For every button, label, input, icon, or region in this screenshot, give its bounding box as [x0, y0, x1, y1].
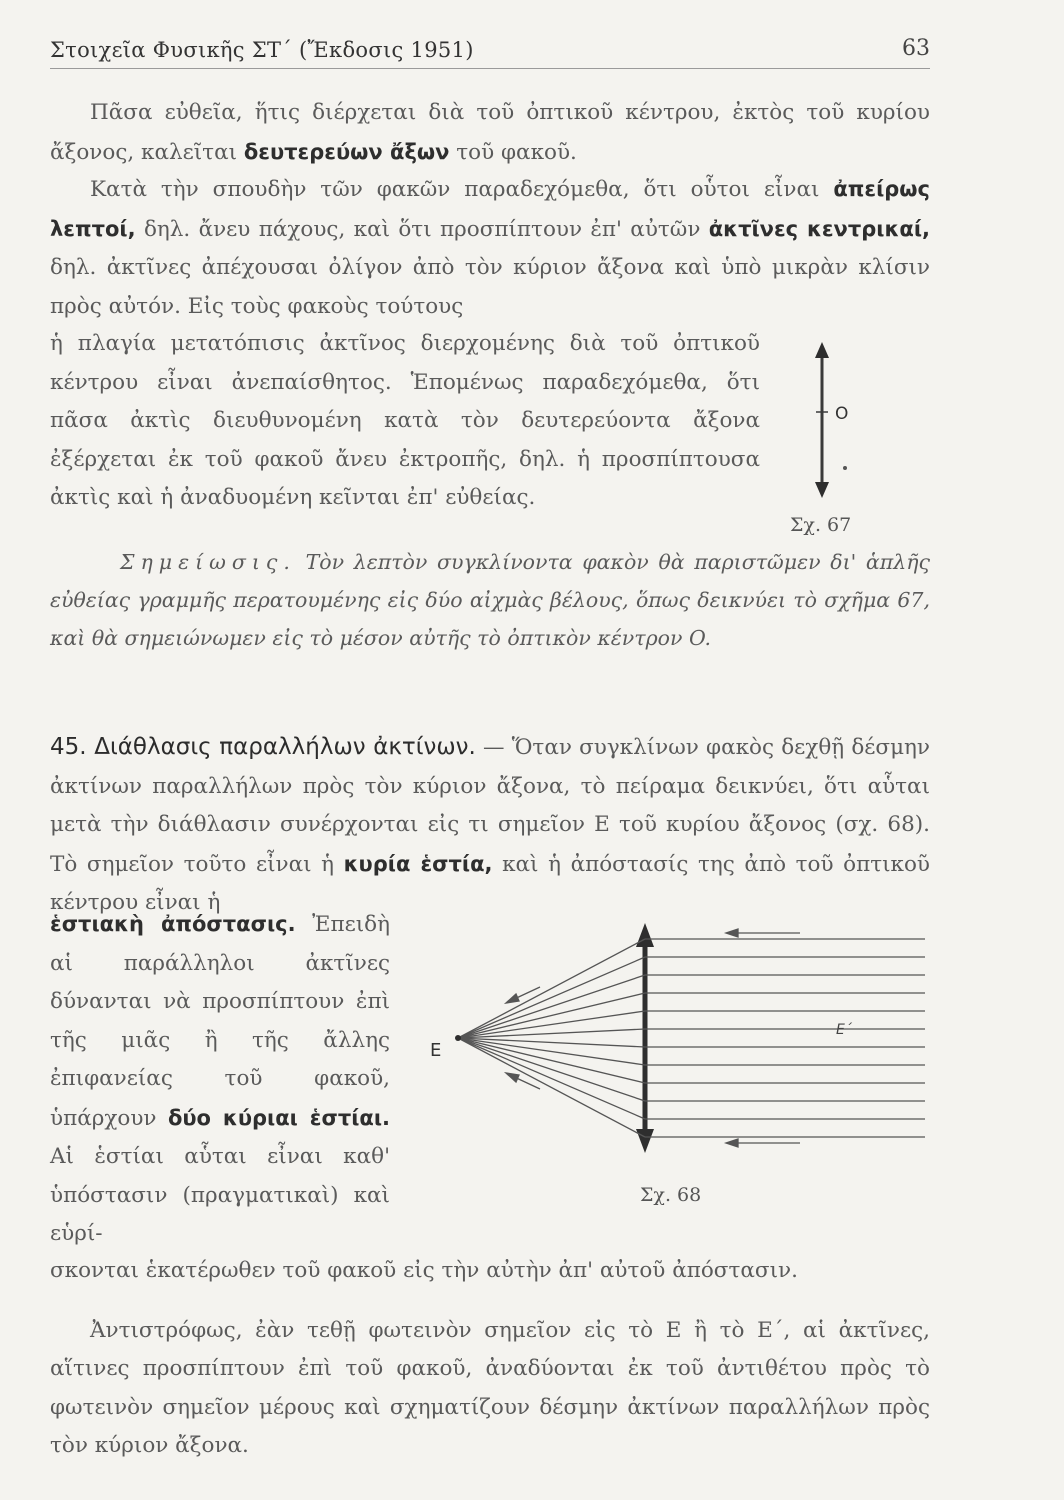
figure-68-parallel-rays [420, 915, 930, 1175]
note-label: Σημείωσις. [120, 550, 296, 574]
p2-text-b: δηλ. ἄνευ πάχους, καὶ ὅτι προσπίπτουν ἐπ' αὐτῶν [135, 216, 709, 242]
final-line1: σκονται ἑκατέρωθεν τοῦ φακοῦ εἰς τὴν αὐτὴν ἀπ' αὐτοῦ ἀπόστασιν. [50, 1257, 798, 1283]
p3-text: ἡ πλαγία μετατόπισις ἀκτῖνος διερχομένης διὰ τοῦ ὀπτικοῦ κέντρου εἶναι ἀνεπαίσθητος. Ἑπομένως παραδεχόμεθα, ὅτι πᾶσα ἀκτὶς διευθυνομένη κατὰ τὸν δευτερεύοντα ἄξονα ἐξέρχεται ἐκ τοῦ φακοῦ ἄνευ ἐκτροπῆς, δηλ. ἡ προσπίπτουσα ἀκτὶς καὶ ἡ ἀναδυομένη κεῖνται ἐπ' εὐθείας. [50, 331, 760, 510]
fig67-caption: Σχ. 67 [790, 514, 852, 536]
page-number: 63 [902, 36, 930, 61]
p2-text-a: Κατὰ τὴν σπουδὴν τῶν φακῶν παραδεχόμεθα, ὅτι οὗτοι εἶναι [90, 177, 834, 202]
term-focal-length: ἑστιακὴ ἀπόστασις. [50, 912, 296, 936]
section-title: 45. Διάθλασις παραλλήλων ἀκτίνων. [50, 734, 476, 760]
note-block [50, 543, 930, 657]
running-header [50, 36, 930, 76]
paragraph-optical-center [50, 325, 760, 518]
wrap-text-a: Ἐπειδὴ αἱ παράλληλοι ἀκτῖνες δύνανται νὰ προσπίπτουν ἐπὶ τῆς μιᾶς ἢ τῆς ἄλλης ἐπιφανείας τοῦ φακοῦ, ὑπάρχουν [50, 912, 390, 1131]
focal-point-e [455, 1035, 461, 1041]
p2-text-c: δηλ. ἀκτῖνες ἀπέχουσαι ὀλίγον ἀπὸ τὸν κύριον ἄξονα καὶ ὑπὸ μικρὰν κλίσιν πρὸς αὐτόν. Εἰς τοὺς φακοὺς τούτους [50, 255, 930, 319]
header-rule [50, 68, 930, 69]
p1-text-a: Πᾶσα εὐθεῖα, ἥτις διέρχεται διὰ τοῦ ὀπτικοῦ κέντρου, ἐκτὸς τοῦ κυρίου ἄξονος, καλεῖται [50, 100, 930, 165]
term-central-rays: ἀκτῖνες κεντρικαί, [708, 216, 930, 241]
arrowhead-bottom [815, 482, 829, 498]
note-text: Τὸν λεπτὸν συγκλίνοντα φακὸν θὰ παριστῶμεν δι' ἁπλῆς εὐθείας γραμμῆς περατουμένης εἰς δύο αἰχμὰς βέλους, ὅπως δεικνύει τὸ σχῆμα 67, καὶ θὰ σημειώνωμεν εἰς τὸ μέσον αὐτῆς τὸ ὀπτικὸν κέντρον O. [50, 550, 930, 650]
direction-arrows [506, 929, 800, 1147]
fig68-label-e: E [430, 1040, 442, 1061]
fig67-label-o: O [835, 404, 849, 424]
figure-67-lens-symbol [770, 340, 910, 540]
term-infinitely-thin: ἀπείρως λεπτοί, [50, 177, 930, 241]
fig68-label-e-prime: E΄ [836, 1022, 852, 1038]
term-principal-focus: κυρία ἑστία, [343, 851, 493, 876]
incoming-parallel-rays [645, 939, 925, 1137]
paragraph-reverse [50, 1230, 930, 1487]
p1-text-b: τοῦ φακοῦ. [449, 139, 577, 165]
section-45 [50, 728, 930, 923]
section-text-a: — Ὅταν συγκλίνων φακὸς δεχθῇ δέσμην ἀκτίνων παραλλήλων πρὸς τὸν κύριον ἄξονα, τὸ πείραμα δεικνύει, ὅτι αὗται μετὰ τὴν διάθλασιν συνέρχονται εἰς τι σημεῖον E τοῦ κυρίου ἄξονος (σχ. 68). Τὸ σημεῖον τοῦτο εἶναι ἡ [50, 735, 931, 877]
paragraph-secondary-axis [50, 94, 930, 172]
arrowhead-top [815, 342, 829, 358]
refracted-rays [458, 939, 645, 1137]
term-two-foci: δύο κύριαι ἑστίαι. [167, 1105, 390, 1130]
wrapped-paragraph [50, 905, 390, 1254]
speck-mark [843, 466, 847, 470]
fig68-caption: Σχ. 68 [640, 1184, 702, 1206]
paragraph-thin-lens [50, 170, 930, 326]
term-secondary-axis: δευτερεύων ἄξων [243, 139, 450, 164]
section-text-b: καὶ ἡ ἀπόστασίς της ἀπὸ τοῦ ὀπτικοῦ κέντρου εἶναι ἡ [50, 851, 930, 915]
final-text: Ἀντιστρόφως, ἐὰν τεθῇ φωτεινὸν σημεῖον εἰς τὸ E ἢ τὸ E΄, αἱ ἀκτῖνες, αἵτινες προσπίπτουν ἐπὶ τοῦ φακοῦ, ἀναδύονται ἐκ τοῦ ἀντιθέτου πρὸς τὸ φωτεινὸν σημεῖον μέρους καὶ σχηματίζουν δέσμην ἀκτίνων παραλλήλων πρὸς τὸν κύριον ἄξονα. [50, 1317, 930, 1458]
header-title: Στοιχεῖα Φυσικῆς ΣΤ΄ (Ἔκδοσις 1951) [50, 38, 474, 62]
wrap-text-b: Αἱ ἑστίαι αὗται εἶναι καθ' ὑπόστασιν (πραγματικαὶ) καὶ εὑρί- [50, 1144, 390, 1246]
